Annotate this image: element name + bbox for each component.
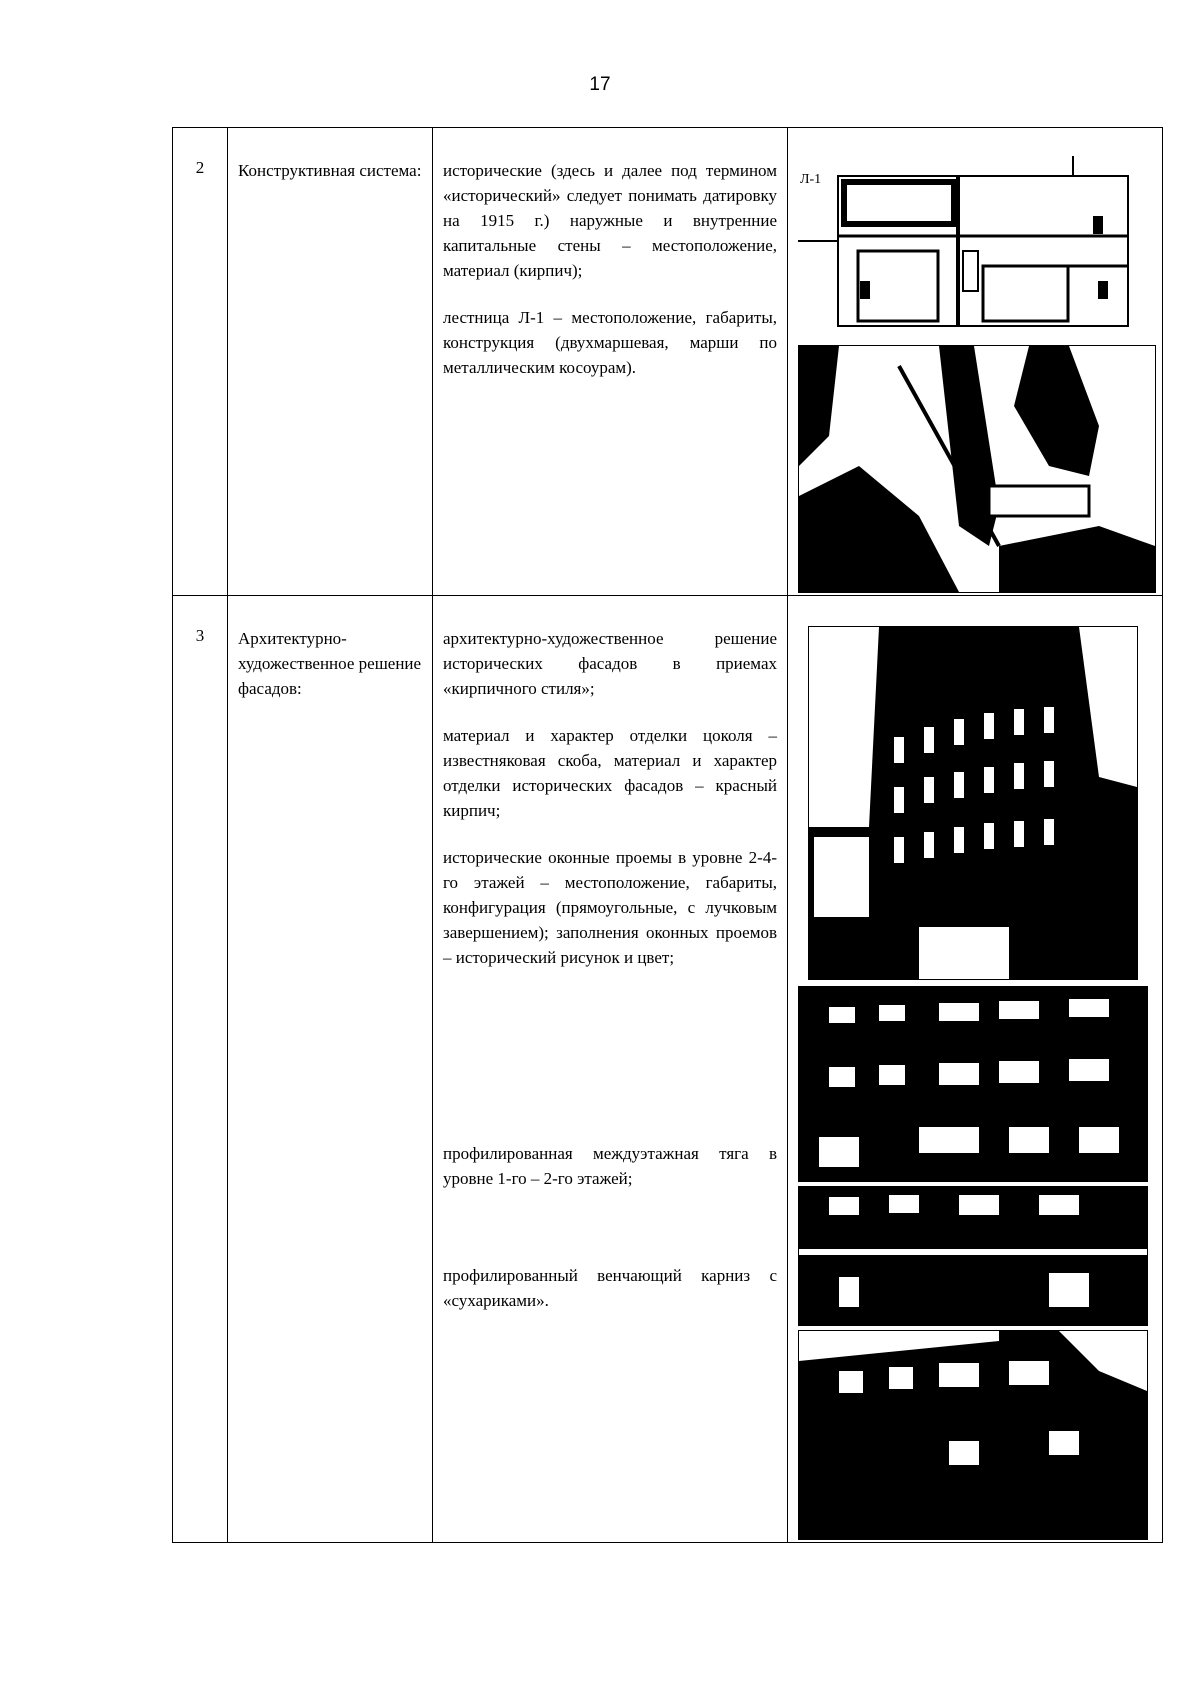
description-paragraph: лестница Л-1 – местоположение, габариты, конструкция (двухмаршевая, марши по металлическим косоурам).	[443, 308, 777, 377]
row-number: 3	[173, 596, 228, 1543]
staircase-photo	[798, 345, 1156, 593]
row-description	[433, 596, 788, 1543]
description-paragraph: исторические оконные проемы в уровне 2-4-го этажей – местоположение, габариты, конфигурация (прямоугольные, с лучковым завершением); заполнения оконных проемов – исторический рисунок и цвет;	[443, 848, 777, 967]
row-description	[433, 128, 788, 596]
row-images	[788, 596, 1163, 1543]
object-table	[172, 127, 1163, 1543]
cornice-photo	[798, 1330, 1148, 1540]
description-paragraph: профилированная междуэтажная тяга в уровне 1-го – 2-го этажей;	[443, 1144, 777, 1188]
table-row	[173, 596, 1163, 1543]
description-paragraph: архитектурно-художественное решение исторических фасадов в приемах «кирпичного стиля»;	[443, 629, 777, 698]
windows-photo	[798, 986, 1148, 1182]
row-number: 2	[173, 128, 228, 596]
row-images	[788, 128, 1163, 596]
plan-label: Л-1	[800, 172, 822, 187]
facade-photo	[808, 626, 1138, 980]
row-title: Конструктивная система:	[228, 128, 433, 596]
belt-course-photo	[798, 1186, 1148, 1326]
floor-plan-image	[798, 156, 1140, 336]
page-number: 17	[589, 74, 611, 95]
description-paragraph: профилированный венчающий карниз с «сухариками».	[443, 1266, 777, 1310]
description-paragraph: материал и характер отделки цоколя – известняковая скоба, материал и характер отделки исторических фасадов – красный кирпич;	[443, 726, 777, 820]
description-paragraph: исторические (здесь и далее под термином «исторический» следует понимать датировку на 1915 г.) наружные и внутренние капитальные стены – местоположение, материал (кирпич);	[443, 161, 777, 280]
table-row	[173, 128, 1163, 596]
row-title: Архитектурно-художественное решение фасадов:	[228, 596, 433, 1543]
